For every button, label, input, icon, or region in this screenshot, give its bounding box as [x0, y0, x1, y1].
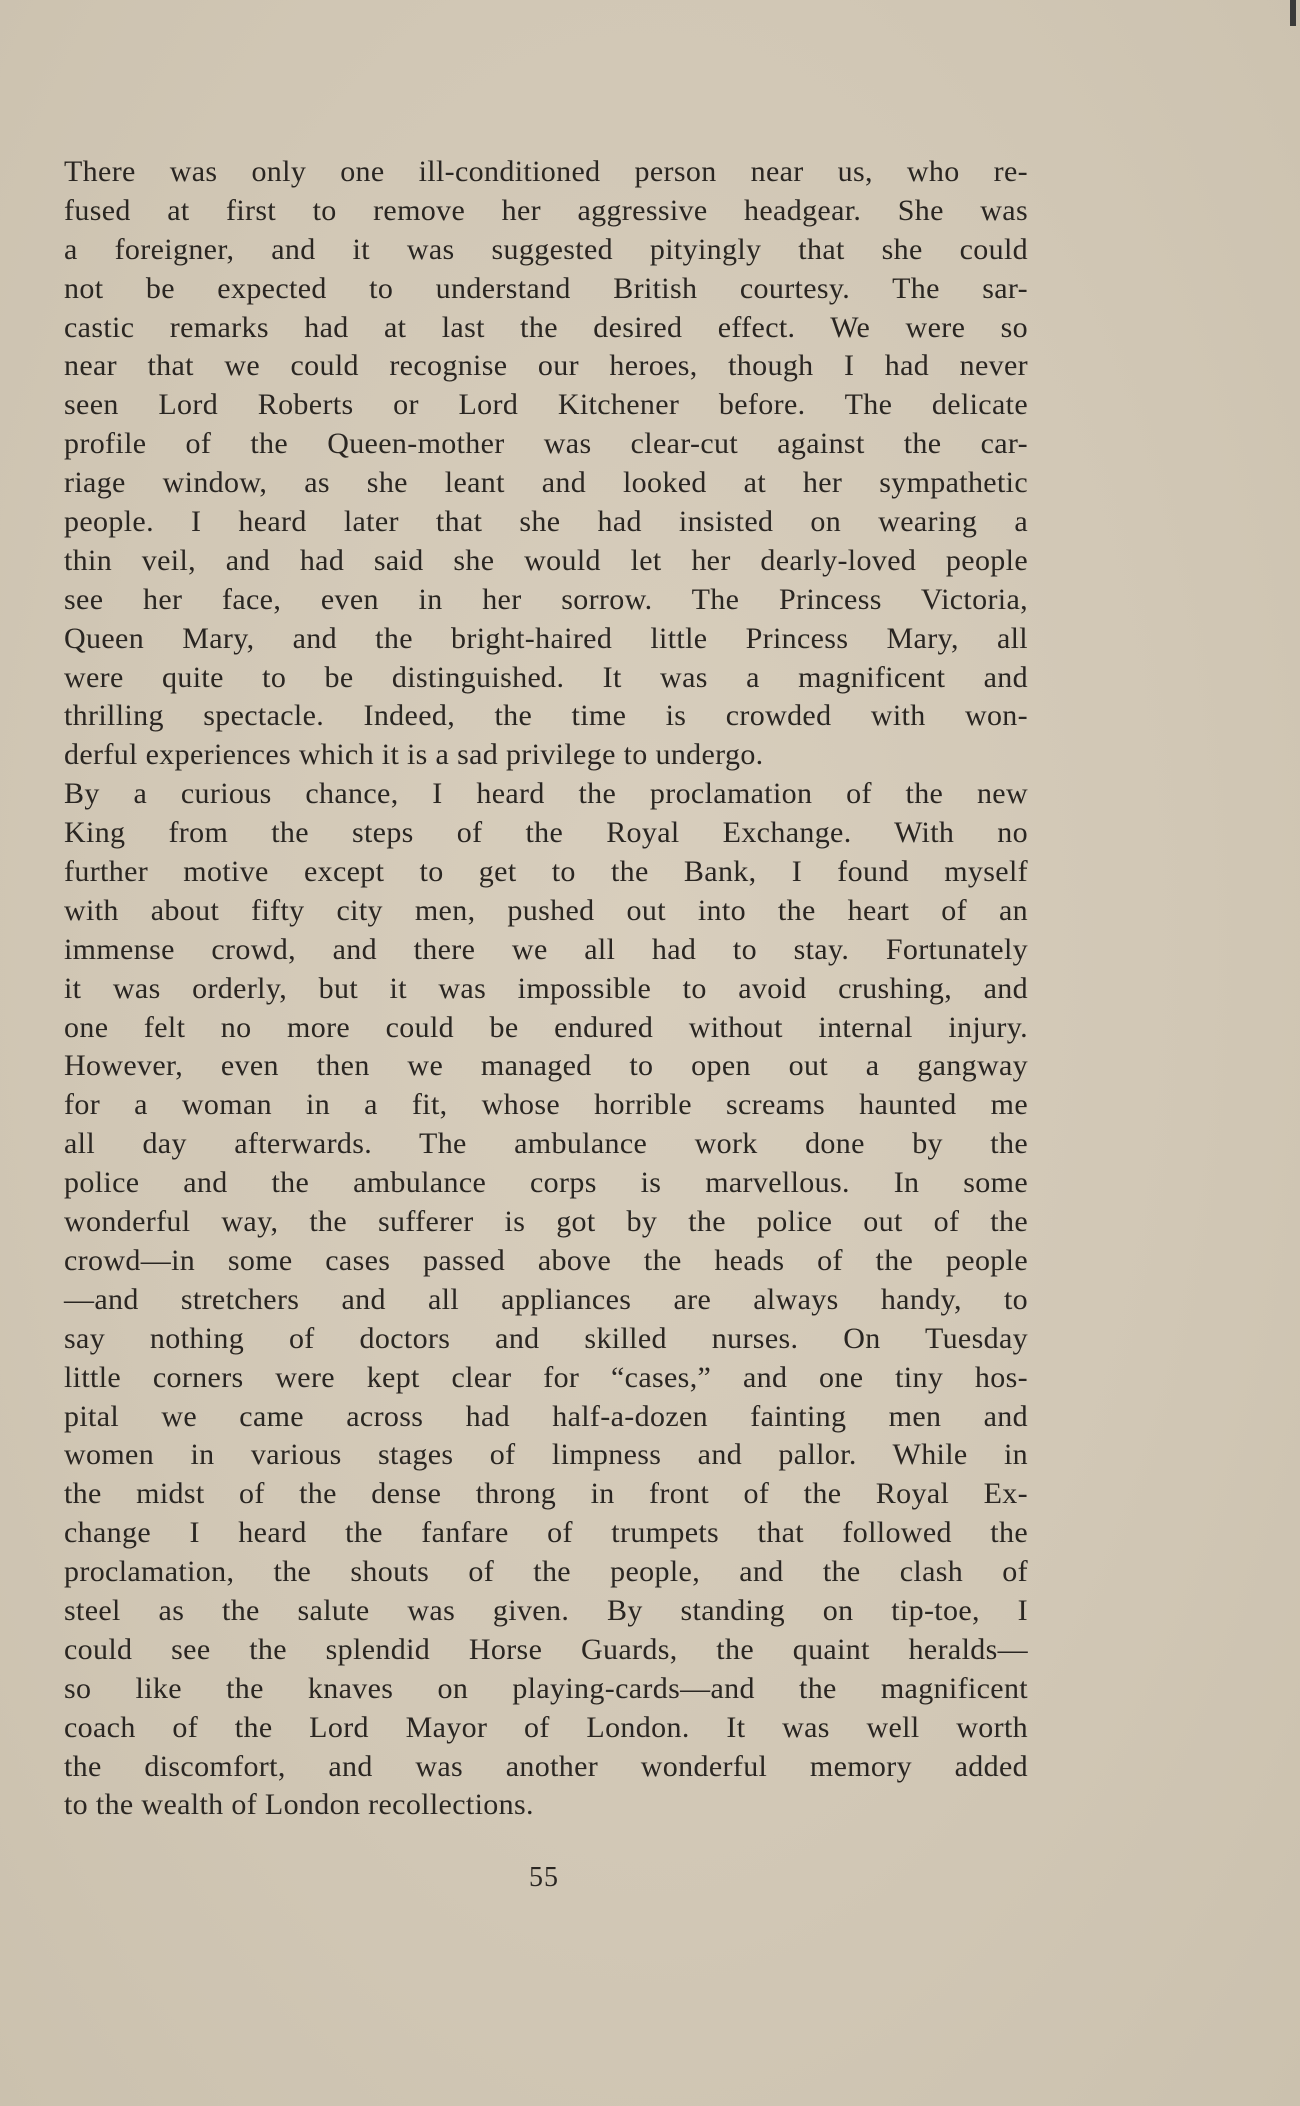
text-line: castic remarks had at last the desired effect. We were so: [64, 310, 1028, 344]
text-line: derful experiences which it is a sad privilege to undergo.: [64, 738, 764, 772]
text-line: see her face, even in her sorrow. The Princess Victoria,: [64, 582, 1028, 616]
text-line: one felt no more could be endured without internal injury.: [64, 1010, 1028, 1044]
text-line: proclamation, the shouts of the people, and the clash of: [64, 1555, 1028, 1589]
text-line: with about fifty city men, pushed out into the heart of an: [64, 893, 1028, 927]
text-line: Queen Mary, and the bright-haired little Princess Mary, all: [64, 621, 1028, 655]
text-line: However, even then we managed to open out a gangway: [64, 1049, 1028, 1083]
text-line: it was orderly, but it was impossible to avoid crushing, and: [64, 971, 1028, 1005]
text-line: By a curious chance, I heard the proclamation of the new: [64, 777, 1028, 811]
text-line: —and stretchers and all appliances are always handy, to: [64, 1282, 1028, 1316]
text-line: profile of the Queen-mother was clear-cut against the car-: [64, 427, 1028, 461]
text-line: say nothing of doctors and skilled nurses. On Tuesday: [64, 1321, 1028, 1355]
text-line: police and the ambulance corps is marvellous. In some: [64, 1166, 1028, 1200]
text-line: King from the steps of the Royal Exchange. With no: [64, 816, 1028, 850]
text-line: fused at first to remove her aggressive headgear. She was: [64, 193, 1028, 227]
text-line: the discomfort, and was another wonderful memory added: [64, 1749, 1028, 1783]
text-line: immense crowd, and there we all had to stay. Fortunately: [64, 932, 1028, 966]
text-line: wonderful way, the sufferer is got by the police out of the: [64, 1205, 1028, 1239]
text-line: the midst of the dense throng in front of the Royal Ex-: [64, 1477, 1028, 1511]
text-line: steel as the salute was given. By standing on tip-toe, I: [64, 1593, 1028, 1627]
text-line: could see the splendid Horse Guards, the quaint heralds—: [64, 1632, 1028, 1666]
scan-edge-mark: [1290, 0, 1296, 26]
text-line: were quite to be distinguished. It was a magnificent and: [64, 660, 1028, 694]
text-line: seen Lord Roberts or Lord Kitchener before. The delicate: [64, 388, 1028, 422]
text-line: for a woman in a fit, whose horrible screams haunted me: [64, 1088, 1028, 1122]
text-line: near that we could recognise our heroes, though I had never: [64, 349, 1028, 383]
text-line: not be expected to understand British courtesy. The sar-: [64, 271, 1028, 305]
text-line: so like the knaves on playing-cards—and the magnificent: [64, 1671, 1028, 1705]
text-line: thrilling spectacle. Indeed, the time is crowded with won-: [64, 699, 1028, 733]
text-line: riage window, as she leant and looked at her sympathetic: [64, 466, 1028, 500]
text-line: little corners were kept clear for “cases,” and one tiny hos-: [64, 1360, 1028, 1394]
text-line: a foreigner, and it was suggested pityingly that she could: [64, 232, 1028, 266]
text-line: pital we came across had half-a-dozen fainting men and: [64, 1399, 1028, 1433]
body-text: [64, 153, 1028, 1825]
text-line: people. I heard later that she had insisted on wearing a: [64, 505, 1028, 539]
text-line: all day afterwards. The ambulance work done by the: [64, 1127, 1028, 1161]
text-line: coach of the Lord Mayor of London. It was well worth: [64, 1710, 1028, 1744]
text-line: to the wealth of London recollections.: [64, 1788, 534, 1822]
text-line: thin veil, and had said she would let her dearly-loved people: [64, 543, 1028, 577]
text-line: women in various stages of limpness and pallor. While in: [64, 1438, 1028, 1472]
text-line: crowd—in some cases passed above the heads of the people: [64, 1243, 1028, 1277]
text-line: change I heard the fanfare of trumpets that followed the: [64, 1516, 1028, 1550]
page-number: 55: [529, 1862, 559, 1893]
text-line: further motive except to get to the Bank, I found myself: [64, 855, 1028, 889]
text-line: There was only one ill-conditioned person near us, who re-: [64, 155, 1028, 188]
